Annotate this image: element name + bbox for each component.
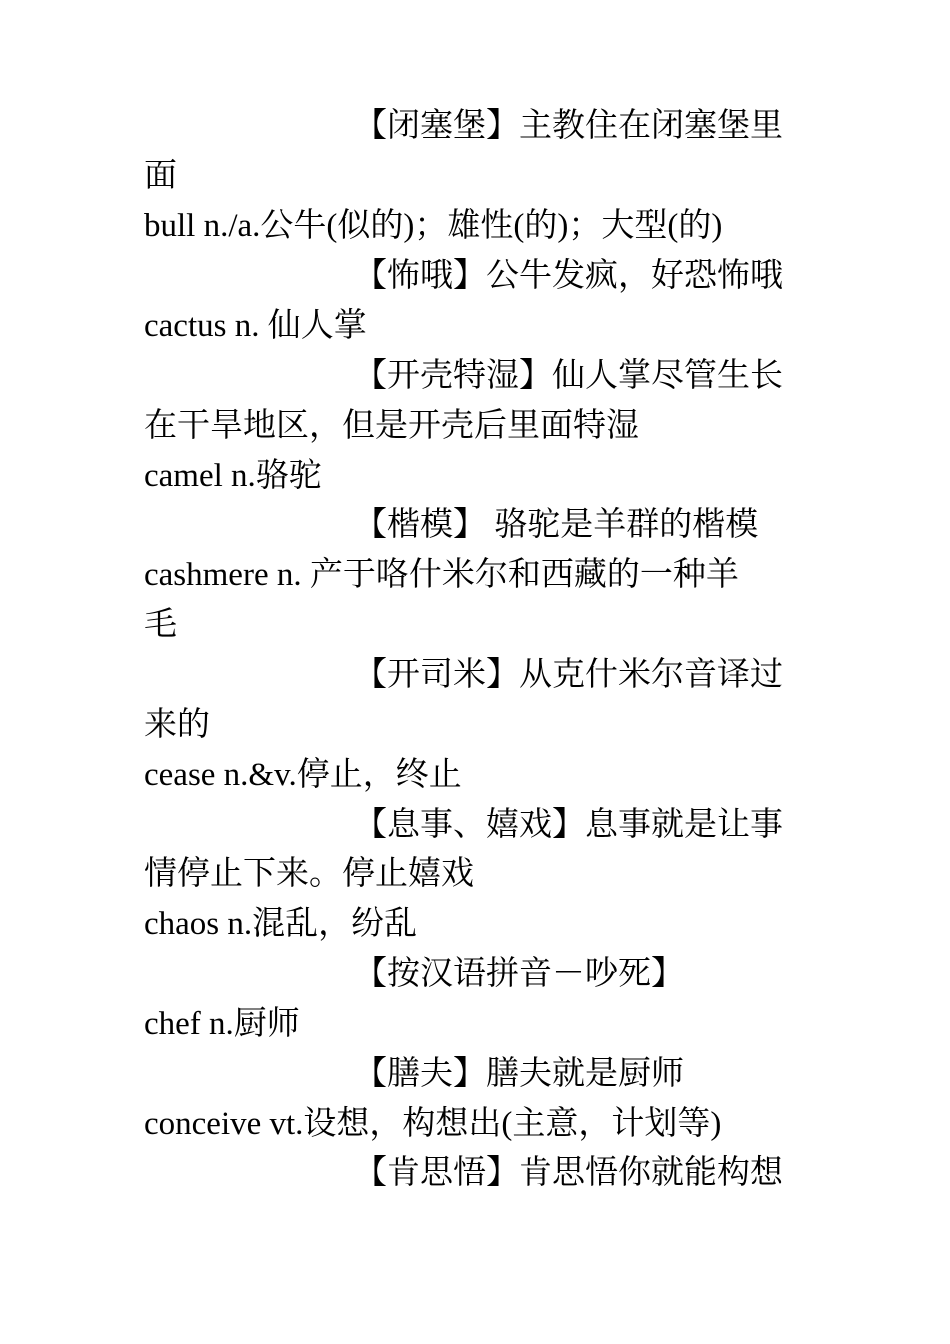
continuation-line: 在干旱地区，但是开壳后里面特湿 bbox=[144, 408, 639, 444]
continuation-line: 来的 bbox=[144, 707, 210, 743]
mnemonic-line: 【开壳特湿】仙人掌尽管生长 bbox=[354, 358, 783, 394]
continuation-line: 面 bbox=[144, 158, 177, 194]
vocab-entry-cease: cease n.&v.停止，终止 bbox=[144, 757, 462, 793]
mnemonic-line: 【肯思悟】肯思悟你就能构想 bbox=[354, 1155, 783, 1191]
mnemonic-line: 【按汉语拼音－吵死】 bbox=[354, 956, 684, 992]
mnemonic-line: 【楷模】 骆驼是羊群的楷模 bbox=[354, 507, 759, 543]
mnemonic-line: 【怖哦】公牛发疯，好恐怖哦 bbox=[354, 258, 783, 294]
vocab-entry-chaos: chaos n.混乱，纷乱 bbox=[144, 906, 418, 942]
vocab-entry-cashmere: cashmere n. 产于咯什米尔和西藏的一种羊 bbox=[144, 557, 739, 593]
vocab-entry-camel: camel n.骆驼 bbox=[144, 458, 322, 494]
mnemonic-line: 【闭塞堡】主教住在闭塞堡里 bbox=[354, 108, 783, 144]
vocab-entry-chef: chef n.厨师 bbox=[144, 1006, 300, 1042]
vocab-entry-cactus: cactus n. 仙人掌 bbox=[144, 308, 367, 344]
vocab-entry-conceive: conceive vt.设想，构想出(主意，计划等) bbox=[144, 1106, 722, 1142]
mnemonic-line: 【息事、嬉戏】息事就是让事 bbox=[354, 807, 783, 843]
continuation-line: 情停止下来。停止嬉戏 bbox=[144, 856, 474, 892]
mnemonic-line: 【膳夫】膳夫就是厨师 bbox=[354, 1056, 684, 1092]
mnemonic-line: 【开司米】从克什米尔音译过 bbox=[354, 657, 783, 693]
continuation-line: 毛 bbox=[144, 607, 177, 643]
vocab-entry-bull: bull n./a.公牛(似的)；雄性(的)；大型(的) bbox=[144, 208, 723, 244]
